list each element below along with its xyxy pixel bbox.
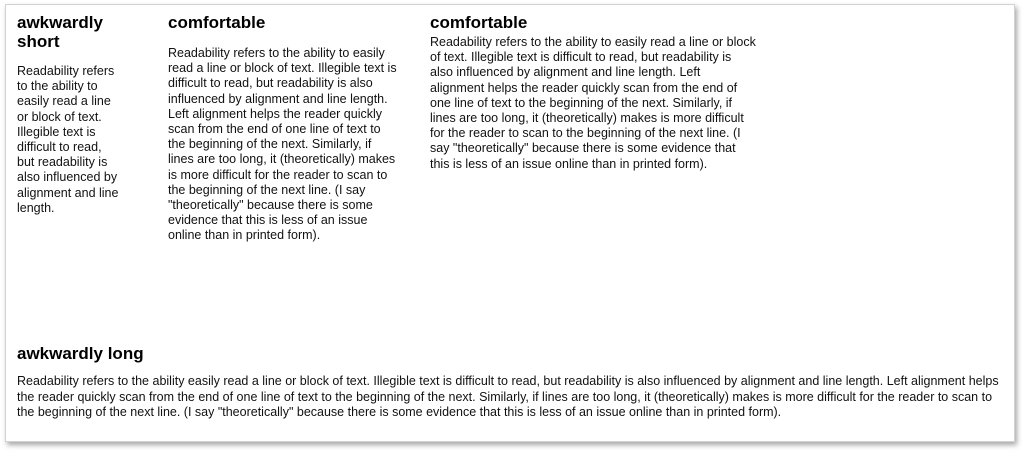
paragraph-comfortable-narrow: Readability refers to the ability to easily read a line or block of text. Illegible text is difficult to read, but readability is also influenced by alignment and line length. Left alignment helps the reader quickly scan from the end of one line of text to the beginning of the next. Similarly, if lines are too long, it (theoretically) makes is more difficult for the reader to scan to the beginning of the next line. (I say "theoretically" because there is some evidence that this is less of an issue online than in printed form).	[168, 46, 397, 243]
paragraph-awkwardly-long: Readability refers to the ability easily read a line or block of text. Illegible text is difficult to read, but readability is also influenced by alignment and line length. Left alignment helps the reader quickly scan from the end of one line of text to the beginning of the next. Similarly, if lines are too long, it (theoretically) makes is more difficult for the reader to scan to the beginning of the next line. (I say "theoretically" because there is some evidence that this is less of an issue online than in printed form).	[17, 374, 999, 419]
column-awkwardly-short	[17, 13, 121, 216]
heading-awkwardly-long: awkwardly long	[17, 344, 144, 363]
paragraph-awkwardly-short: Readability refers to the ability to easily read a line or block of text. Illegible text is difficult to read, but readability is also influenced by alignment and line length.	[17, 64, 119, 215]
example-panel	[5, 4, 1015, 442]
column-comfortable-narrow	[168, 13, 399, 244]
paragraph-comfortable-wide: Readability refers to the ability to easily read a line or block of text. Illegible text is difficult to read, but readability is also influenced by alignment and line length. Left alignment helps the reader quickly scan from the end of one line of text to the beginning of the next. Similarly, if lines are too long, it (theoretically) makes is more difficult for the reader to scan to the beginning of the next line. (I say "theoretically" because there is some evidence that this is less of an issue online than in printed form).	[430, 35, 756, 171]
heading-comfortable-wide: comfortable	[430, 13, 528, 32]
heading-awkwardly-short: awkwardly short	[17, 13, 103, 51]
column-awkwardly-long	[17, 344, 1010, 421]
heading-comfortable-narrow: comfortable	[168, 13, 266, 32]
column-comfortable-wide	[430, 13, 756, 172]
